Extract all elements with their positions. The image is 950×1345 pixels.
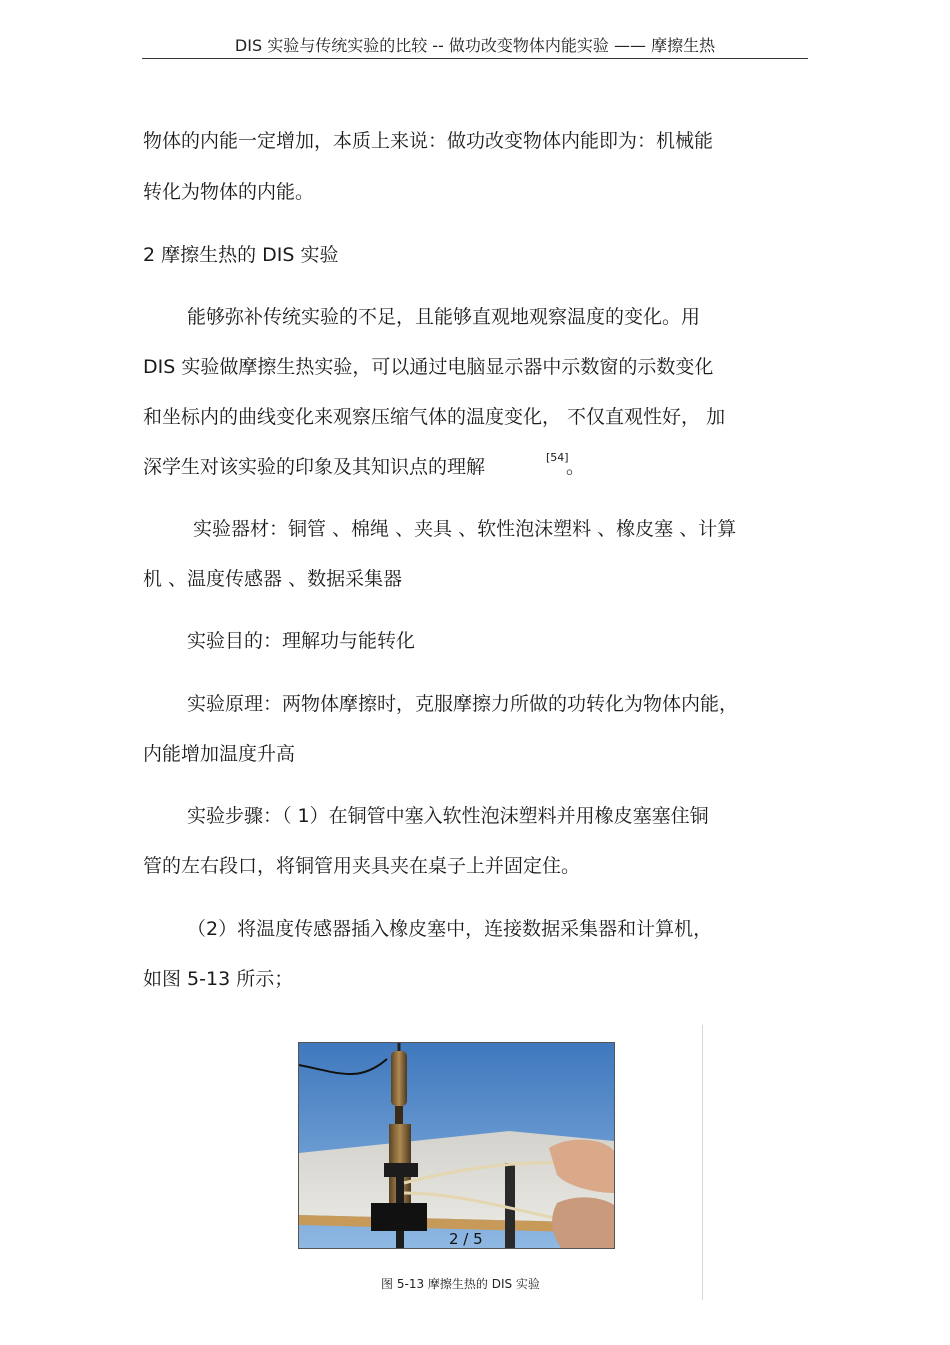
clamp-base: [371, 1203, 427, 1231]
equipment-line-1: 实验器材：铜管 、棉绳 、夹具 、软性泡沫塑料 、橡皮塞 、计算: [193, 518, 737, 540]
table-leg: [505, 1163, 515, 1248]
body-line-1: 物体的内能一定增加，本质上来说：做功改变物体内能即为：机械能: [143, 130, 714, 152]
step-2-line-1: （2）将温度传感器插入橡皮塞中，连接数据采集器和计算机，: [187, 918, 713, 940]
paragraph-1-end-punct: 。: [566, 456, 586, 478]
figure-caption: 图 5-13 摩擦生热的 DIS 实验: [381, 1277, 540, 1291]
header-divider: [142, 58, 808, 59]
running-header: DIS 实验与传统实验的比较 -- 做功改变物体内能实验 —— 摩擦生热: [234, 36, 716, 55]
body-line-2: 转化为物体的内能。: [143, 181, 315, 203]
paragraph-1-line-2: DIS 实验做摩擦生热实验，可以通过电脑显示器中示数窗的示数变化: [143, 356, 714, 378]
paragraph-1-line-4-text: 深学生对该实验的印象及其知识点的理解: [143, 456, 486, 478]
equipment-line-2: 机 、温度传感器 、数据采集器: [143, 568, 403, 590]
citation-superscript: [54]: [546, 451, 569, 464]
experiment-photo: [298, 1042, 615, 1249]
page-indicator: 2 / 5: [449, 1230, 483, 1248]
paragraph-1-line-4: [143, 454, 485, 480]
clamp-top: [384, 1163, 418, 1177]
principle-line-1: 实验原理：两物体摩擦时，克服摩擦力所做的功转化为物体内能，: [187, 693, 739, 715]
temperature-sensor: [391, 1051, 407, 1106]
steps-line-1: 实验步骤：（ 1）在铜管中塞入软性泡沫塑料并用橡皮塞塞住铜: [187, 805, 709, 827]
friction-experiment-illustration: [299, 1043, 614, 1248]
steps-line-2: 管的左右段口，将铜管用夹具夹在桌子上并固定住。: [143, 855, 581, 877]
hand-lower: [552, 1197, 614, 1248]
section-heading: 2 摩擦生热的 DIS 实验: [143, 244, 339, 266]
paragraph-1-line-1: 能够弥补传统实验的不足，且能够直观地观察温度的变化。用: [187, 306, 701, 328]
page-edge-line: [702, 1025, 703, 1300]
principle-line-2: 内能增加温度升高: [143, 743, 296, 765]
step-2-line-2: 如图 5-13 所示；: [143, 968, 294, 990]
paragraph-1-line-3: 和坐标内的曲线变化来观察压缩气体的温度变化， 不仅直观性好， 加: [143, 406, 726, 428]
sensor-probe: [395, 1106, 403, 1124]
purpose-line: 实验目的：理解功与能转化: [187, 630, 416, 652]
